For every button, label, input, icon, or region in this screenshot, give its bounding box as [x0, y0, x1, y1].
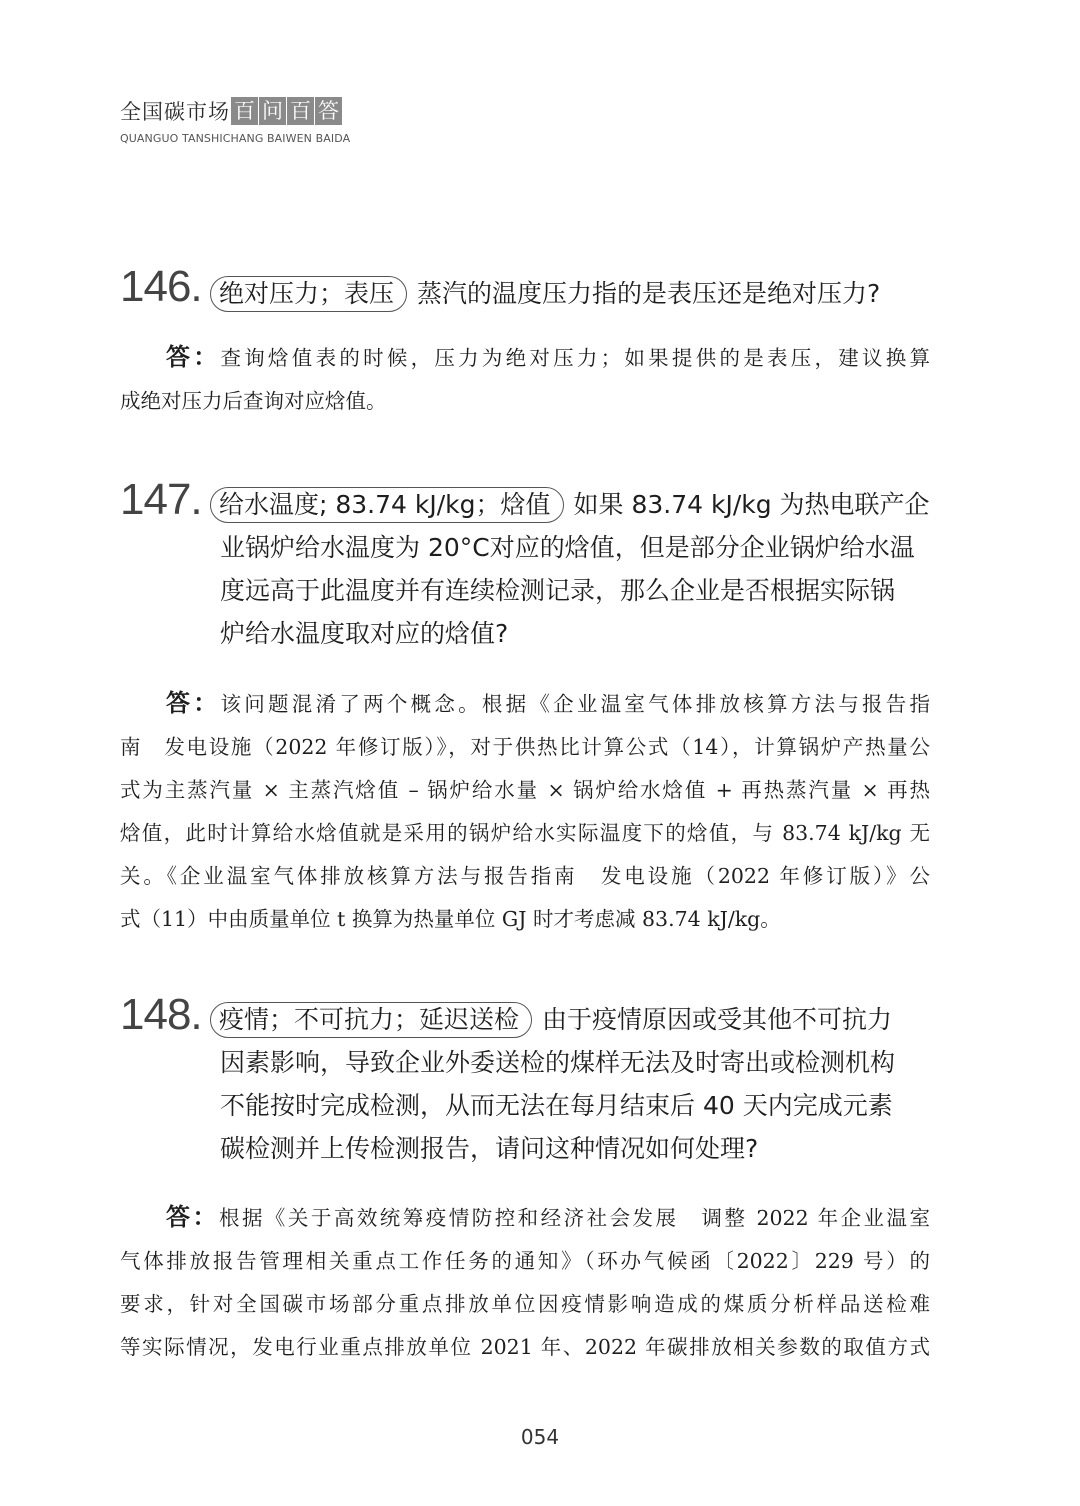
answer-147	[120, 682, 930, 941]
question-line: 如果 83.74 kJ/kg 为热电联产企	[573, 490, 930, 519]
answer-line: 要求，针对全国碳市场部分重点排放单位因疫情影响造成的煤质分析样品送检难	[120, 1292, 930, 1316]
answer-line: 等实际情况，发电行业重点排放单位 2021 年、2022 年碳排放相关参数的取值方式	[120, 1335, 930, 1359]
question-tag-147: 给水温度; 83.74 kJ/kg；焓值	[210, 487, 564, 523]
answer-line: 式（11）中由质量单位 t 换算为热量单位 GJ 时才考虑减 83.74 kJ/kg。	[120, 907, 781, 931]
answer-line: 式为主蒸汽量 × 主蒸汽焓值 – 锅炉给水量 × 锅炉给水焓值 + 再热蒸汽量 × 再热	[120, 778, 930, 802]
question-number-148: 148.	[120, 990, 202, 1039]
answer-label: 答：	[166, 343, 221, 371]
question-line: 不能按时完成检测，从而无法在每月结束后 40 天内完成元素	[220, 1091, 893, 1120]
answer-line: 成绝对压力后查询对应焓值。	[120, 389, 387, 413]
header-title-box-4: 答	[315, 97, 342, 125]
question-line: 因素影响，导致企业外委送检的煤样无法及时寄出或检测机构	[220, 1048, 896, 1077]
answer-label: 答：	[166, 689, 221, 717]
answer-line: 答：该问题混淆了两个概念。根据《企业温室气体排放核算方法与报告指	[166, 689, 930, 717]
answer-148	[120, 1196, 930, 1369]
question-tag-146: 绝对压力；表压	[210, 276, 407, 312]
answer-label: 答：	[166, 1203, 219, 1231]
question-line: 度远高于此温度并有连续检测记录，那么企业是否根据实际锅	[220, 576, 896, 605]
question-line: 由于疫情原因或受其他不可抗力	[542, 1005, 893, 1034]
question-text-148	[220, 998, 930, 1170]
header-title	[120, 96, 350, 126]
question-line: 碳检测并上传检测报告，请问这种情况如何处理?	[220, 1134, 759, 1163]
question-line: 业锅炉给水温度为 20°C对应的焓值，但是部分企业锅炉给水温	[220, 533, 915, 562]
answer-line: 答：查询焓值表的时候，压力为绝对压力；如果提供的是表压，建议换算	[166, 343, 930, 371]
header-title-box-3: 百	[287, 97, 314, 125]
answer-line: 焓值，此时计算给水焓值就是采用的锅炉给水实际温度下的焓值，与 83.74 kJ/kg 无	[120, 821, 930, 845]
header-title-box-1: 百	[231, 97, 258, 125]
page-number: 054	[520, 1425, 560, 1449]
header-subtitle: QUANGUO TANSHICHANG BAIWEN BAIDA	[120, 132, 351, 145]
header-title-main: 全国碳市场	[120, 100, 230, 124]
answer-146	[120, 336, 930, 423]
header-title-box-2: 问	[259, 97, 286, 125]
question-number-146: 146.	[120, 262, 202, 311]
answer-line: 南 发电设施（2022 年修订版）》，对于供热比计算公式（14），计算锅炉产热量公	[120, 735, 930, 759]
question-tag-148: 疫情；不可抗力；延迟送检	[210, 1002, 532, 1038]
answer-line: 关。《企业温室气体排放核算方法与报告指南 发电设施（2022 年修订版）》公	[120, 864, 930, 888]
answer-line: 气体排放报告管理相关重点工作任务的通知》（环办气候函〔2022〕229 号）的	[120, 1249, 930, 1273]
question-line: 炉给水温度取对应的焓值?	[220, 619, 509, 648]
question-text-146	[220, 272, 930, 315]
running-header	[120, 96, 350, 145]
answer-line: 答：根据《关于高效统筹疫情防控和经济社会发展 调整 2022 年企业温室	[166, 1203, 930, 1231]
question-number-147: 147.	[120, 475, 202, 524]
question-text-147	[220, 483, 930, 655]
question-line: 蒸汽的温度压力指的是表压还是绝对压力?	[417, 279, 881, 308]
